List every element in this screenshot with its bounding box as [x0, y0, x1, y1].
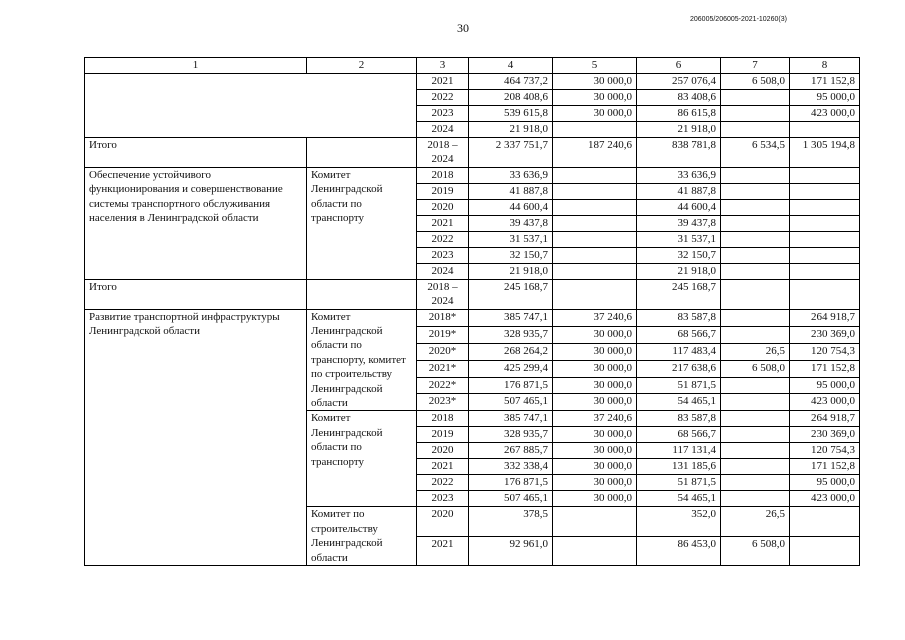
- value-cell-col-6: 33 636,9: [637, 167, 721, 183]
- value-cell-col-4: 39 437,8: [469, 215, 553, 231]
- table-row: [85, 167, 860, 183]
- empty-executor-cell: [307, 279, 417, 309]
- value-cell-col-8: 423 000,0: [790, 106, 860, 122]
- col-header-4: 4: [469, 58, 553, 74]
- year-cell: 2018: [417, 167, 469, 183]
- value-cell-col-8: 171 152,8: [790, 360, 860, 377]
- year-cell: 2018: [417, 411, 469, 427]
- value-cell-col-7: [721, 106, 790, 122]
- value-cell-col-6: 54 465,1: [637, 394, 721, 411]
- value-cell-col-7: 6 534,5: [721, 138, 790, 168]
- value-cell-col-7: 6 508,0: [721, 360, 790, 377]
- value-cell-col-4: 268 264,2: [469, 343, 553, 360]
- value-cell-col-8: [790, 536, 860, 565]
- value-cell-col-6: 83 587,8: [637, 411, 721, 427]
- executor-name: Комитет Ленинградской области по транспорту: [307, 411, 417, 507]
- value-cell-col-8: 95 000,0: [790, 377, 860, 394]
- value-cell-col-4: 328 935,7: [469, 427, 553, 443]
- value-cell-col-4: 507 465,1: [469, 491, 553, 507]
- value-cell-col-6: 131 185,6: [637, 459, 721, 475]
- year-cell: 2021*: [417, 360, 469, 377]
- value-cell-col-8: [790, 199, 860, 215]
- value-cell-col-4: 332 338,4: [469, 459, 553, 475]
- document-id: 206005/206005-2021-10260(3): [690, 16, 787, 23]
- continuation-cell: [85, 74, 417, 138]
- value-cell-col-4: 44 600,4: [469, 199, 553, 215]
- value-cell-col-4: 385 747,1: [469, 309, 553, 326]
- value-cell-col-5: 30 000,0: [553, 90, 637, 106]
- table-row: [85, 74, 860, 90]
- value-cell-col-7: [721, 215, 790, 231]
- value-cell-col-4: 92 961,0: [469, 536, 553, 565]
- value-cell-col-6: 83 587,8: [637, 309, 721, 326]
- value-cell-col-6: 54 465,1: [637, 491, 721, 507]
- value-cell-col-7: [721, 247, 790, 263]
- value-cell-col-8: [790, 215, 860, 231]
- value-cell-col-7: [721, 377, 790, 394]
- col-header-1: 1: [85, 58, 307, 74]
- value-cell-col-8: [790, 231, 860, 247]
- value-cell-col-6: 51 871,5: [637, 377, 721, 394]
- value-cell-col-4: 539 615,8: [469, 106, 553, 122]
- value-cell-col-6: 39 437,8: [637, 215, 721, 231]
- value-cell-col-6: 32 150,7: [637, 247, 721, 263]
- col-header-2: 2: [307, 58, 417, 74]
- value-cell-col-8: 171 152,8: [790, 459, 860, 475]
- value-cell-col-4: 245 168,7: [469, 279, 553, 309]
- value-cell-col-4: 41 887,8: [469, 183, 553, 199]
- value-cell-col-6: 352,0: [637, 507, 721, 536]
- value-cell-col-7: [721, 90, 790, 106]
- year-cell: 2020*: [417, 343, 469, 360]
- value-cell-col-5: 30 000,0: [553, 394, 637, 411]
- value-cell-col-7: [721, 459, 790, 475]
- value-cell-col-8: 1 305 194,8: [790, 138, 860, 168]
- value-cell-col-7: [721, 199, 790, 215]
- value-cell-col-4: 464 737,2: [469, 74, 553, 90]
- value-cell-col-8: [790, 279, 860, 309]
- value-cell-col-4: 2 337 751,7: [469, 138, 553, 168]
- value-cell-col-6: 51 871,5: [637, 475, 721, 491]
- table-row: [85, 309, 860, 326]
- value-cell-col-7: [721, 309, 790, 326]
- value-cell-col-5: [553, 247, 637, 263]
- value-cell-col-5: 30 000,0: [553, 106, 637, 122]
- value-cell-col-7: [721, 475, 790, 491]
- value-cell-col-6: 83 408,6: [637, 90, 721, 106]
- value-cell-col-5: [553, 507, 637, 536]
- value-cell-col-6: 21 918,0: [637, 122, 721, 138]
- value-cell-col-7: 26,5: [721, 343, 790, 360]
- value-cell-col-6: 68 566,7: [637, 427, 721, 443]
- subprogram-name: Развитие транспортной инфраструктуры Ленинградской области: [85, 309, 307, 565]
- value-cell-col-6: 217 638,6: [637, 360, 721, 377]
- value-cell-col-7: [721, 326, 790, 343]
- value-cell-col-5: 37 240,6: [553, 411, 637, 427]
- subprogram-name: Обеспечение устойчивого функционирования и совершенствование системы транспортного обслуживания населения в Ленинградской области: [85, 167, 307, 279]
- year-cell: 2022: [417, 231, 469, 247]
- year-cell: 2021: [417, 459, 469, 475]
- year-cell: 2019: [417, 183, 469, 199]
- page-number: 30: [457, 21, 469, 35]
- value-cell-col-8: 423 000,0: [790, 394, 860, 411]
- value-cell-col-5: 30 000,0: [553, 343, 637, 360]
- value-cell-col-7: [721, 491, 790, 507]
- value-cell-col-5: 30 000,0: [553, 491, 637, 507]
- col-header-5: 5: [553, 58, 637, 74]
- value-cell-col-8: [790, 122, 860, 138]
- value-cell-col-7: 26,5: [721, 507, 790, 536]
- value-cell-col-8: [790, 263, 860, 279]
- value-cell-col-7: 6 508,0: [721, 536, 790, 565]
- value-cell-col-6: 68 566,7: [637, 326, 721, 343]
- year-cell: 2023*: [417, 394, 469, 411]
- year-cell: 2023: [417, 491, 469, 507]
- value-cell-col-7: [721, 411, 790, 427]
- value-cell-col-8: 120 754,3: [790, 443, 860, 459]
- year-cell: 2021: [417, 215, 469, 231]
- total-label: Итого: [85, 138, 307, 168]
- year-cell: 2018*: [417, 309, 469, 326]
- value-cell-col-5: 187 240,6: [553, 138, 637, 168]
- value-cell-col-5: [553, 231, 637, 247]
- year-cell: 2023: [417, 106, 469, 122]
- value-cell-col-4: 33 636,9: [469, 167, 553, 183]
- value-cell-col-7: [721, 122, 790, 138]
- value-cell-col-4: 21 918,0: [469, 263, 553, 279]
- year-cell: 2020: [417, 199, 469, 215]
- value-cell-col-8: 230 369,0: [790, 427, 860, 443]
- value-cell-col-7: [721, 183, 790, 199]
- value-cell-col-5: 30 000,0: [553, 74, 637, 90]
- value-cell-col-4: 176 871,5: [469, 475, 553, 491]
- col-header-7: 7: [721, 58, 790, 74]
- value-cell-col-6: 257 076,4: [637, 74, 721, 90]
- value-cell-col-8: [790, 167, 860, 183]
- col-header-6: 6: [637, 58, 721, 74]
- value-cell-col-5: 37 240,6: [553, 309, 637, 326]
- year-cell: 2019: [417, 427, 469, 443]
- value-cell-col-6: 86 453,0: [637, 536, 721, 565]
- value-cell-col-6: 245 168,7: [637, 279, 721, 309]
- value-cell-col-5: [553, 263, 637, 279]
- value-cell-col-4: 507 465,1: [469, 394, 553, 411]
- empty-executor-cell: [307, 138, 417, 168]
- value-cell-col-7: 6 508,0: [721, 74, 790, 90]
- value-cell-col-6: 838 781,8: [637, 138, 721, 168]
- value-cell-col-6: 86 615,8: [637, 106, 721, 122]
- value-cell-col-6: 44 600,4: [637, 199, 721, 215]
- value-cell-col-6: 117 483,4: [637, 343, 721, 360]
- value-cell-col-5: 30 000,0: [553, 377, 637, 394]
- year-cell: 2018 – 2024: [417, 138, 469, 168]
- value-cell-col-4: 378,5: [469, 507, 553, 536]
- year-cell: 2022: [417, 475, 469, 491]
- year-cell: 2021: [417, 536, 469, 565]
- value-cell-col-5: [553, 183, 637, 199]
- value-cell-col-5: [553, 215, 637, 231]
- value-cell-col-5: 30 000,0: [553, 459, 637, 475]
- value-cell-col-5: [553, 536, 637, 565]
- value-cell-col-8: 95 000,0: [790, 475, 860, 491]
- value-cell-col-5: [553, 279, 637, 309]
- year-cell: 2020: [417, 507, 469, 536]
- year-cell: 2021: [417, 74, 469, 90]
- table-row: [85, 138, 860, 168]
- value-cell-col-7: [721, 167, 790, 183]
- value-cell-col-4: 176 871,5: [469, 377, 553, 394]
- value-cell-col-8: 264 918,7: [790, 411, 860, 427]
- year-cell: 2023: [417, 247, 469, 263]
- value-cell-col-5: [553, 167, 637, 183]
- value-cell-col-7: [721, 427, 790, 443]
- value-cell-col-4: 208 408,6: [469, 90, 553, 106]
- value-cell-col-8: 171 152,8: [790, 74, 860, 90]
- value-cell-col-7: [721, 279, 790, 309]
- year-cell: 2022*: [417, 377, 469, 394]
- value-cell-col-4: 328 935,7: [469, 326, 553, 343]
- value-cell-col-5: 30 000,0: [553, 475, 637, 491]
- table-row: [85, 279, 860, 309]
- year-cell: 2018 – 2024: [417, 279, 469, 309]
- year-cell: 2024: [417, 122, 469, 138]
- value-cell-col-4: 21 918,0: [469, 122, 553, 138]
- value-cell-col-7: [721, 263, 790, 279]
- value-cell-col-8: [790, 183, 860, 199]
- year-cell: 2019*: [417, 326, 469, 343]
- value-cell-col-5: [553, 199, 637, 215]
- value-cell-col-7: [721, 443, 790, 459]
- value-cell-col-4: 425 299,4: [469, 360, 553, 377]
- value-cell-col-4: 31 537,1: [469, 231, 553, 247]
- year-cell: 2020: [417, 443, 469, 459]
- value-cell-col-8: 264 918,7: [790, 309, 860, 326]
- value-cell-col-4: 385 747,1: [469, 411, 553, 427]
- value-cell-col-4: 32 150,7: [469, 247, 553, 263]
- value-cell-col-6: 21 918,0: [637, 263, 721, 279]
- header-row: [85, 58, 860, 74]
- value-cell-col-7: [721, 231, 790, 247]
- value-cell-col-8: 120 754,3: [790, 343, 860, 360]
- value-cell-col-6: 41 887,8: [637, 183, 721, 199]
- value-cell-col-5: 30 000,0: [553, 443, 637, 459]
- year-cell: 2022: [417, 90, 469, 106]
- year-cell: 2024: [417, 263, 469, 279]
- executor-name: Комитет Ленинградской области по транспорту: [307, 167, 417, 279]
- value-cell-col-8: [790, 247, 860, 263]
- executor-name: Комитет Ленинградской области по транспорту, комитет по строительству Ленинградской области: [307, 309, 417, 411]
- value-cell-col-6: 31 537,1: [637, 231, 721, 247]
- value-cell-col-5: [553, 122, 637, 138]
- budget-table: [84, 57, 860, 566]
- value-cell-col-8: 95 000,0: [790, 90, 860, 106]
- value-cell-col-6: 117 131,4: [637, 443, 721, 459]
- executor-name: Комитет по строительству Ленинградской области: [307, 507, 417, 566]
- total-label: Итого: [85, 279, 307, 309]
- value-cell-col-8: [790, 507, 860, 536]
- value-cell-col-4: 267 885,7: [469, 443, 553, 459]
- col-header-8: 8: [790, 58, 860, 74]
- value-cell-col-8: 230 369,0: [790, 326, 860, 343]
- value-cell-col-5: 30 000,0: [553, 427, 637, 443]
- value-cell-col-5: 30 000,0: [553, 326, 637, 343]
- col-header-3: 3: [417, 58, 469, 74]
- value-cell-col-5: 30 000,0: [553, 360, 637, 377]
- value-cell-col-7: [721, 394, 790, 411]
- value-cell-col-8: 423 000,0: [790, 491, 860, 507]
